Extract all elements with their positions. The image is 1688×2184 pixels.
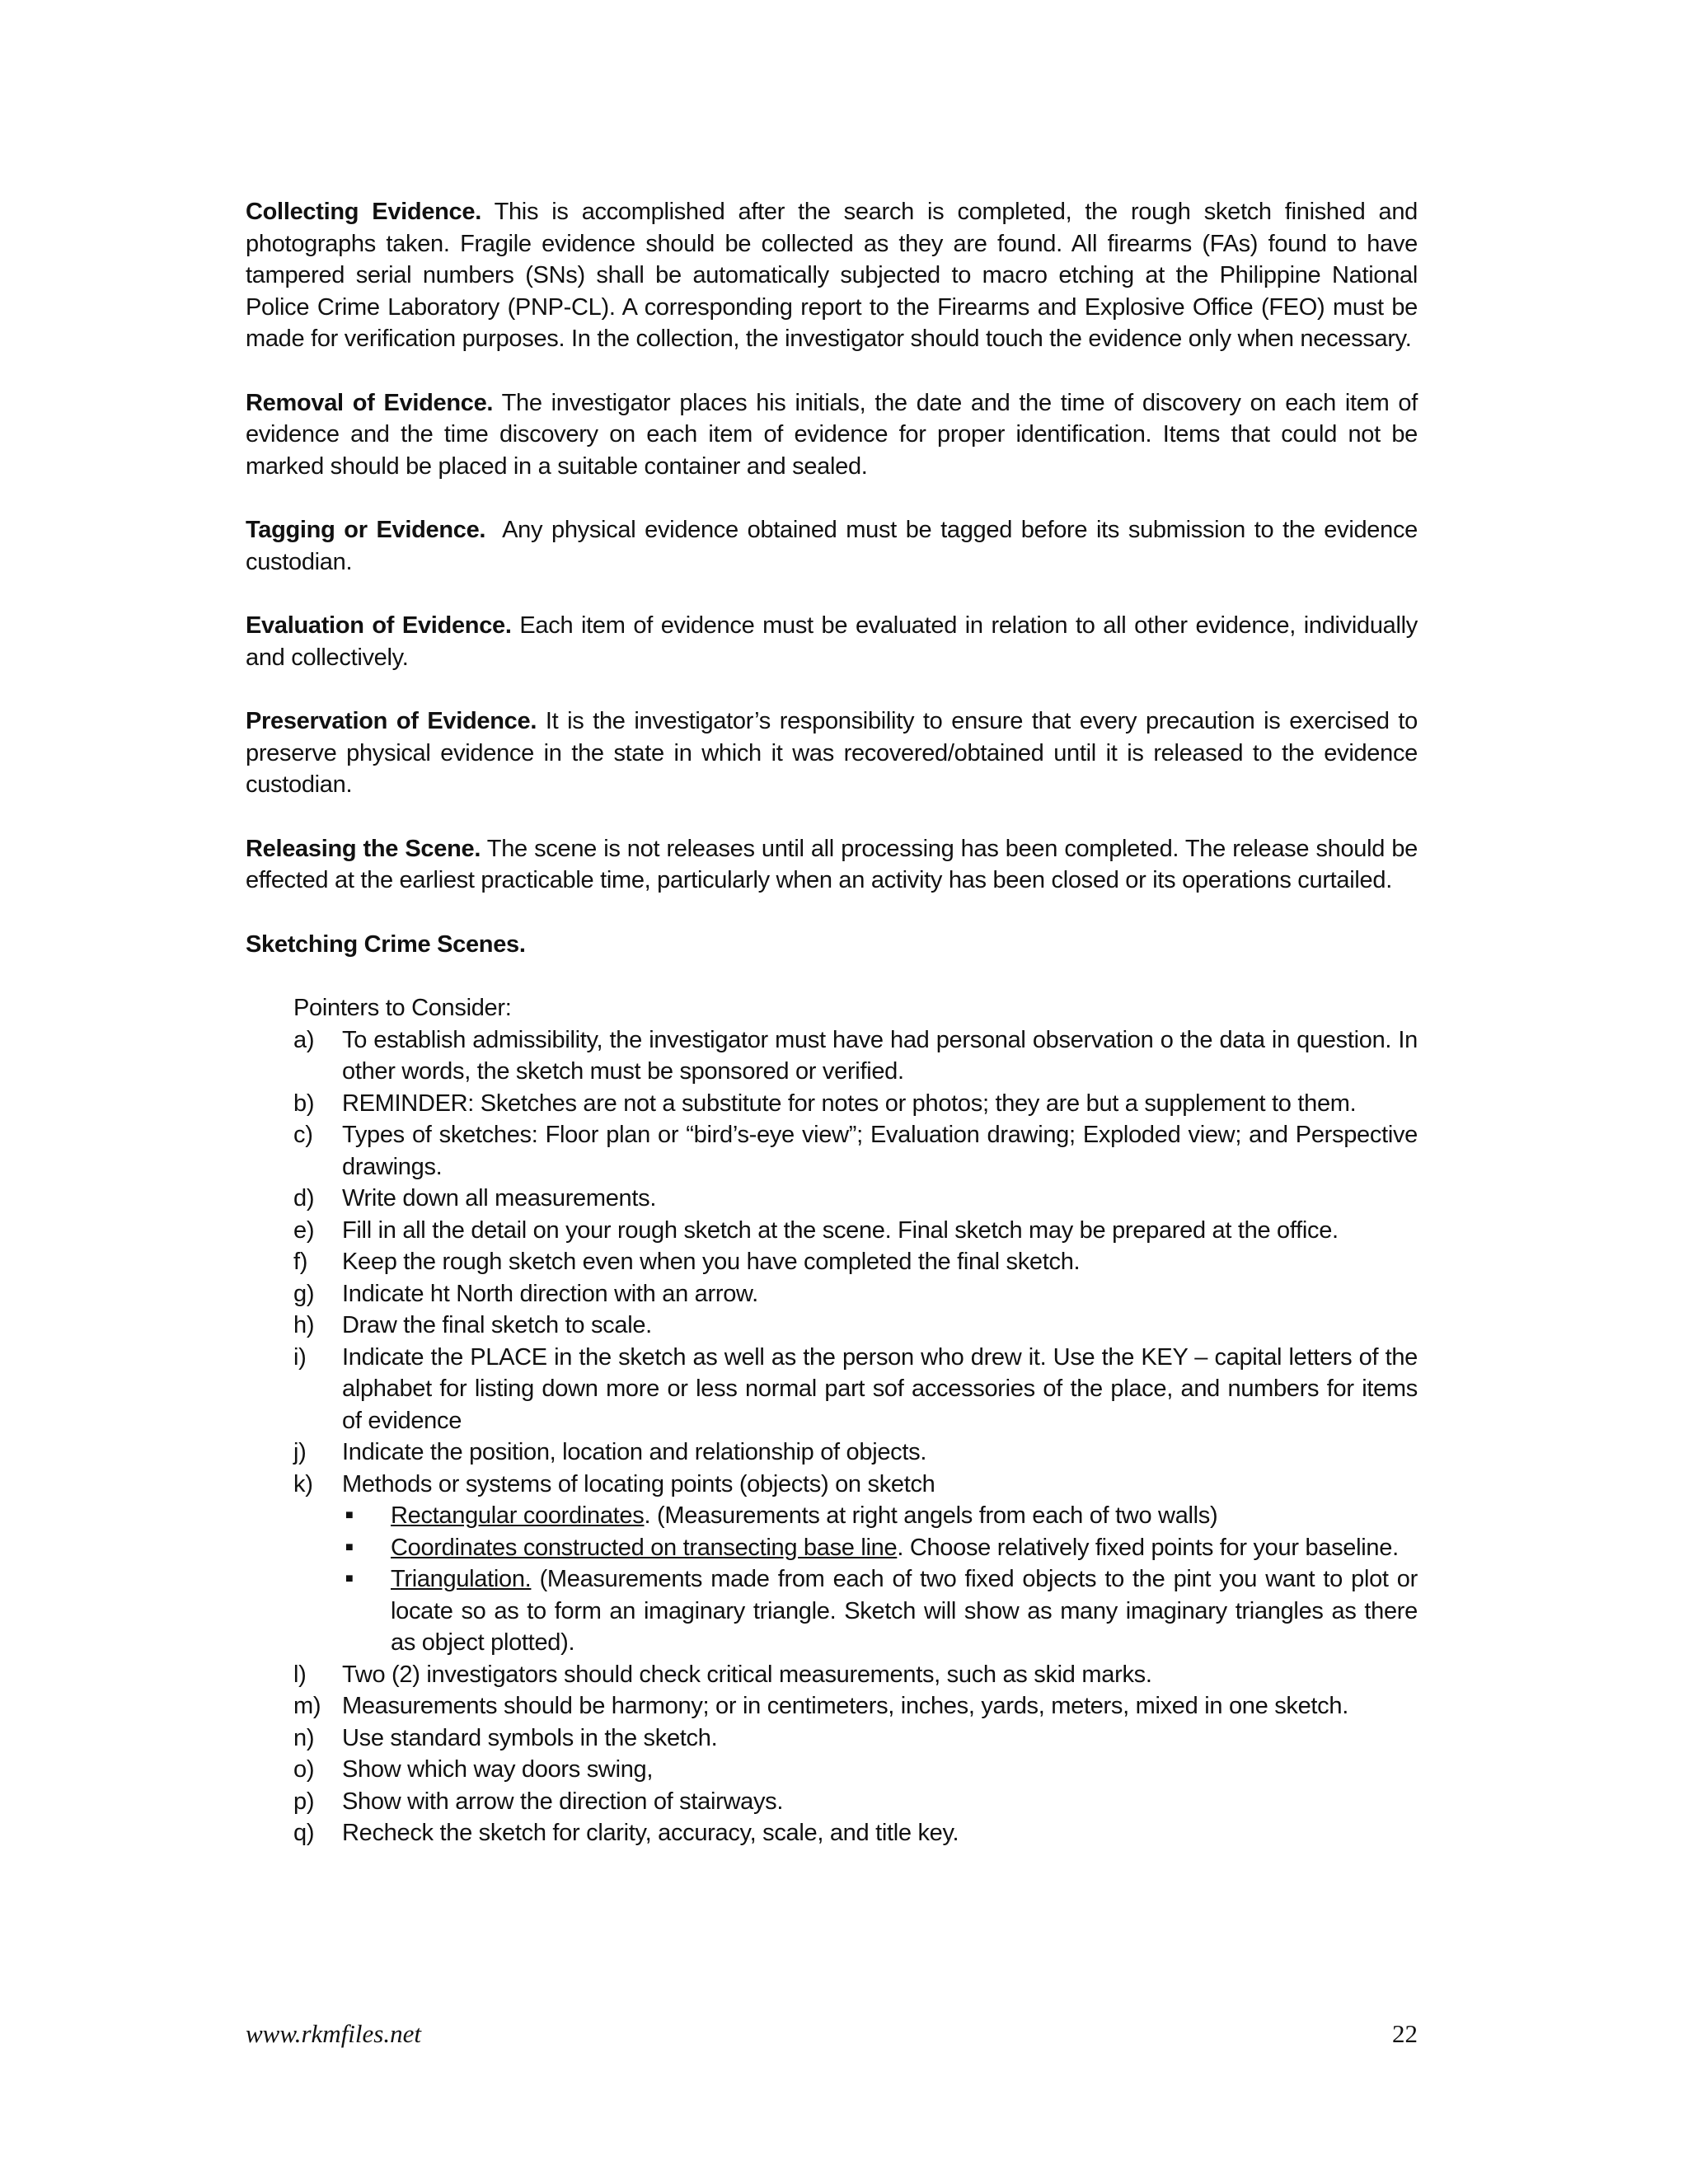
list-marker: e) <box>293 1216 315 1244</box>
paragraph-removal-of-evidence <box>246 387 1418 483</box>
square-bullet-icon: ■ <box>345 1572 354 1586</box>
list-marker: o) <box>293 1756 315 1783</box>
page-content <box>246 196 1424 1849</box>
list-item-text: Write down all measurements. <box>342 1185 657 1212</box>
sub-item-text: . (Measurements at right angels from each of two walls) <box>644 1502 1218 1529</box>
sub-item-text: . Choose relatively fixed points for your baseline. <box>897 1534 1399 1561</box>
paragraph-heading: Tagging or Evidence. <box>246 517 486 543</box>
list-marker: b) <box>293 1090 315 1117</box>
paragraph-heading: Releasing the Scene. <box>246 835 481 862</box>
paragraph-preservation-of-evidence <box>246 705 1418 801</box>
paragraph-heading: Evaluation of Evidence. <box>246 612 512 639</box>
list-marker: q) <box>293 1820 315 1846</box>
list-item-text: Methods or systems of locating points (objects) on sketch <box>342 1470 935 1497</box>
list-marker: j) <box>293 1439 307 1465</box>
paragraph-text: Any physical evidence obtained must be tagged before its submission to the evidence custodian. <box>246 517 1424 575</box>
sub-item-text: (Measurements made from each of two fixed objects to the pint you want to plot or locate so as to form an imaginary triangle. Sketch will show as many imaginary triangles as there as object plotted). <box>391 1566 1418 1656</box>
list-item <box>246 1119 1418 1183</box>
list-marker: a) <box>293 1026 315 1053</box>
list-marker: m) <box>293 1693 321 1719</box>
paragraph-text: This is accomplished after the search is completed, the rough sketch finished and photographs taken. Fragile evidence should be collected as they are found. All firearms (FAs) found to have tampered serial numbers (SNs) shall be automatically subjected to macro etching at the Philippine National Police Crime Laboratory (PNP-CL). A corresponding report to the Firearms and Explosive Office (FEO) must be made for verification purposes. In the collection, the investigator should touch the evidence only when necessary. <box>246 199 1418 352</box>
list-item-text: Recheck the sketch for clarity, accuracy, scale, and title key. <box>342 1820 959 1846</box>
list-item <box>246 1817 1418 1849</box>
list-marker: k) <box>293 1470 313 1497</box>
sub-item-term: Rectangular coordinates <box>391 1502 645 1529</box>
pointers-intro: Pointers to Consider: <box>293 995 512 1021</box>
list-item-text: Types of sketches: Floor plan or “bird’s-eye view”; Evaluation drawing; Exploded view; and Perspective drawings. <box>342 1122 1418 1180</box>
list-marker: i) <box>293 1343 307 1371</box>
list-item <box>246 1088 1418 1120</box>
list-item-text: Show with arrow the direction of stairways. <box>342 1788 784 1815</box>
list-marker: d) <box>293 1185 315 1212</box>
list-marker: f) <box>293 1249 308 1275</box>
sub-list-item <box>342 1532 1418 1564</box>
list-item <box>246 1786 1418 1818</box>
list-item-text: Indicate ht North direction with an arrow. <box>342 1280 758 1307</box>
list-item <box>246 1754 1418 1786</box>
list-item-text: To establish admissibility, the investigator must have had personal observation o the data in question. In other words, the sketch must be sponsored or verified. <box>342 1026 1418 1085</box>
list-item <box>246 1183 1418 1215</box>
list-item-text: Indicate the position, location and relationship of objects. <box>342 1439 927 1465</box>
sub-item-term: Triangulation. <box>391 1566 532 1592</box>
list-item-text: Two (2) investigators should check critical measurements, such as skid marks. <box>342 1661 1152 1688</box>
sub-list-item <box>342 1563 1418 1659</box>
list-item <box>246 1215 1418 1247</box>
list-item-text: Keep the rough sketch even when you have completed the final sketch. <box>342 1249 1081 1275</box>
section-title: Sketching Crime Scenes. <box>246 930 526 958</box>
list-marker: h) <box>293 1312 315 1338</box>
list-item-text: Use standard symbols in the sketch. <box>342 1724 718 1751</box>
sub-item-term: Coordinates constructed on transecting base line <box>391 1534 898 1561</box>
list-item-text: Indicate the PLACE in the sketch as well as the person who drew it. Use the KEY – capital letters of the alphabet for listing down more or less normal part sof accessories of the place, and numbers for items of evidence <box>342 1343 1418 1434</box>
page-number: 22 <box>1392 2019 1418 2048</box>
paragraph-collecting-evidence <box>246 196 1418 355</box>
locating-methods-list <box>342 1500 1418 1659</box>
square-bullet-icon: ■ <box>345 1540 354 1554</box>
list-item <box>246 1246 1418 1278</box>
list-item <box>246 1690 1418 1722</box>
paragraph-evaluation-of-evidence <box>246 610 1418 673</box>
paragraph-releasing-the-scene <box>246 833 1418 897</box>
list-item-text: REMINDER: Sketches are not a substitute for notes or photos; they are but a supplement to them. <box>342 1090 1357 1117</box>
list-item <box>246 1024 1418 1088</box>
list-marker: g) <box>293 1280 315 1307</box>
list-item <box>246 1342 1418 1437</box>
list-item-text: Fill in all the detail on your rough sketch at the scene. Final sketch may be prepared at the office. <box>342 1216 1339 1244</box>
paragraph-text: The investigator places his initials, the date and the time of discovery on each item of evidence and the time discovery on each item of evidence for proper identification. Items that could not be marked should be placed in a suitable container and sealed. <box>246 389 1418 480</box>
list-item <box>246 1469 1418 1659</box>
paragraph-tagging-of-evidence <box>246 514 1424 578</box>
list-item <box>246 1722 1418 1755</box>
sub-list-item <box>342 1500 1418 1532</box>
paragraph-text: It is the investigator’s responsibility to ensure that every precaution is exercised to preserve physical evidence in the state in which it was recovered/obtained until it is released to the evidence custodian. <box>246 708 1418 798</box>
list-marker: c) <box>293 1122 313 1148</box>
list-marker: l) <box>293 1661 307 1688</box>
square-bullet-icon: ■ <box>345 1508 354 1522</box>
footer-website: www.rkmfiles.net <box>246 2019 421 2048</box>
paragraph-heading: Removal of Evidence. <box>246 389 494 416</box>
paragraph-heading: Preservation of Evidence. <box>246 708 537 734</box>
list-item-text: Draw the final sketch to scale. <box>342 1312 652 1338</box>
paragraph-heading: Collecting Evidence. <box>246 199 481 225</box>
paragraph-text: Each item of evidence must be evaluated in relation to all other evidence, individually and collectively. <box>246 612 1418 671</box>
list-marker: n) <box>293 1724 315 1751</box>
list-item <box>246 1659 1418 1691</box>
list-marker: p) <box>293 1788 315 1815</box>
list-item-text: Measurements should be harmony; or in centimeters, inches, yards, meters, mixed in one sketch. <box>342 1693 1348 1719</box>
pointers-list <box>246 1024 1418 1849</box>
list-item <box>246 1310 1418 1342</box>
list-item-text: Show which way doors swing, <box>342 1756 654 1783</box>
list-item <box>246 1278 1418 1310</box>
paragraph-text: The scene is not releases until all processing has been completed. The release should be effected at the earliest practicable time, particularly when an activity has been closed or its operations curtailed. <box>246 835 1418 893</box>
list-item <box>246 1436 1418 1469</box>
